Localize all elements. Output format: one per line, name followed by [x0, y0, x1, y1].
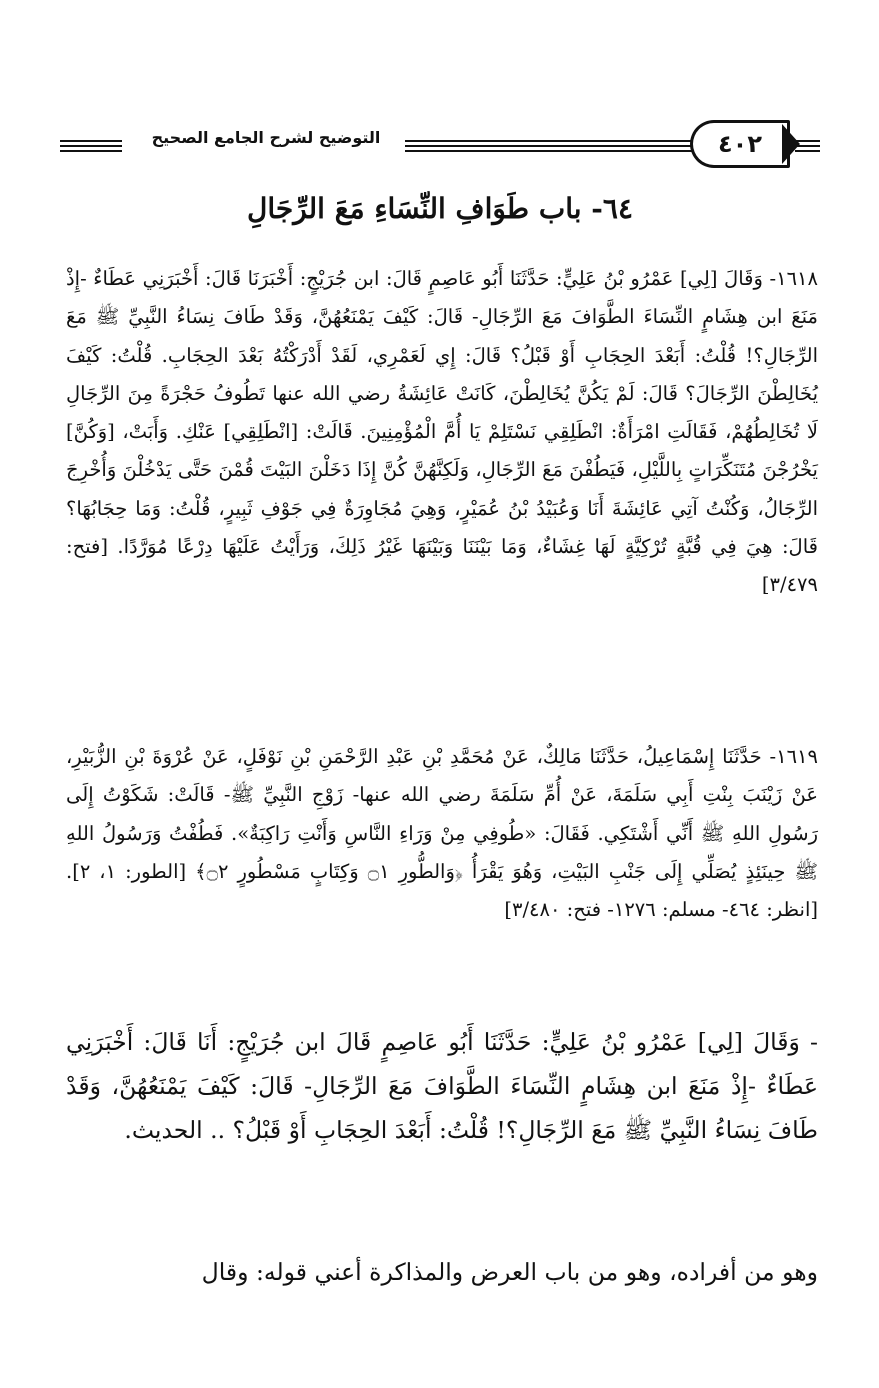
page-number-arrow — [782, 124, 800, 164]
header-rule — [60, 140, 122, 142]
commentary-paragraph: - وَقَالَ [لِي] عَمْرُو بْنُ عَلِيٍّ: حَدَّثَنَا أَبُو عَاصِمٍ قَالَ ابن جُرَيْجٍ: أَنَا قَالَ: أَخْبَرَنِي عَطَاءٌ -إِذْ مَنَعَ ابن هِشَامٍ النِّسَاءَ الطَّوَافَ مَعَ الرِّجَالِ- قَالَ: كَيْفَ يَمْنَعُهُنَّ، وَقَدْ طَافَ نِسَاءُ النَّبِيِّ ﷺ مَعَ الرِّجَالِ؟! قُلْتُ: أَبَعْدَ الحِجَابِ أَوْ قَبْلُ؟ .. الحديث. — [66, 1028, 818, 1144]
page-number-frame — [690, 120, 790, 168]
header-rule — [60, 145, 122, 147]
header-rule — [405, 150, 725, 152]
commentary-paragraph: وهو من أفراده، وهو من باب العرض والمذاكرة أعني قوله: وقال — [201, 1258, 818, 1286]
header-rule — [795, 145, 820, 147]
hadith-1618: ١٦١٨- وَقَالَ [لِي] عَمْرُو بْنُ عَلِيٍّ: حَدَّثَنَا أَبُو عَاصِمٍ قَالَ: ابن جُرَيْجٍ: أَخْبَرَنَا قَالَ: أَخْبَرَنِي عَطَاءٌ -إِذْ مَنَعَ ابن هِشَامٍ النِّسَاءَ الطَّوَافَ مَعَ الرِّجَالِ- قَالَ: كَيْفَ يَمْنَعُهُنَّ، وَقَدْ طَافَ نِسَاءُ النَّبِيِّ ﷺ مَعَ الرِّجَالِ؟! قُلْتُ: أَبَعْدَ الحِجَابِ أَوْ قَبْلُ؟ قَالَ: إِي لَعَمْرِي، لَقَدْ أَدْرَكْتُهُ بَعْدَ الحِجَابِ. قُلْتُ: كَيْفَ يُخَالِطْنَ الرِّجَالَ؟ قَالَ: لَمْ يَكُنَّ يُخَالِطْنَ، كَانَتْ عَائِشَةُ رضي الله عنها تَطُوفُ حَجْرَةً مِنَ الرِّجَالِ لَا تُخَالِطُهُمْ، فَقَالَتِ امْرَأَةٌ: انْطَلِقِي نَسْتَلِمْ يَا أُمَّ الْمُؤْمِنِينَ. قَالَتْ: [انْطَلِقِي] عَنْكِ. وَأَبَتْ، [وَكُنَّ] يَخْرُجْنَ مُتَنَكِّرَاتٍ بِاللَّيْلِ، فَيَطُفْنَ مَعَ الرِّجَالِ، وَلَكِنَّهُنَّ كُنَّ إِذَا دَخَلْنَ البَيْتَ قُمْنَ حَتَّى يَدْخُلْنَ وَأُخْرِجَ الرِّجَالُ، وَكُنْتُ آتِي عَائِشَةَ أَنَا وَعُبَيْدُ بْنُ عُمَيْرٍ، وَهِيَ مُجَاوِرَةٌ فِي جَوْفِ ثَبِيرٍ، قُلْتُ: وَمَا حِجَابُهَا؟ قَالَ: هِيَ فِي قُبَّةٍ تُرْكِيَّةٍ لَهَا غِشَاءٌ، وَمَا بَيْنَنَا وَبَيْنَهَا غَيْرُ ذَلِكَ، وَرَأَيْتُ عَلَيْهَا دِرْعًا مُوَرَّدًا. [فتح: ٣/٤٧٩] — [66, 267, 818, 597]
page-number: ٤٠٢ — [718, 130, 762, 158]
hadith-1619: ١٦١٩- حَدَّثَنَا إِسْمَاعِيلُ، حَدَّثَنَا مَالِكٌ، عَنْ مُحَمَّدِ بْنِ عَبْدِ الرَّحْمَنِ بْنِ نَوْفَلٍ، عَنْ عُرْوَةَ بْنِ الزُّبَيْرِ، عَنْ زَيْنَبَ بِنْتِ أَبِي سَلَمَةَ، عَنْ أُمِّ سَلَمَةَ رضي الله عنها- زَوْجِ النَّبِيِّ ﷺ- قَالَتْ: شَكَوْتُ إِلَى رَسُولِ اللهِ ﷺ أَنِّي أَشْتَكِي. فَقَالَ: «طُوفِي مِنْ وَرَاءِ النَّاسِ وَأَنْتِ رَاكِبَةٌ». فَطُفْتُ وَرَسُولُ اللهِ ﷺ حِينَئِذٍ يُصَلِّي إِلَى جَنْبِ البَيْتِ، وَهُوَ يَقْرَأُ ﴿وَالطُّورِ ۝١ وَكِتَابٍ مَسْطُورٍ ۝٢﴾ [الطور: ١، ٢]. [انظر: ٤٦٤- مسلم: ١٢٧٦- فتح: ٣/٤٨٠] — [66, 745, 818, 922]
header-rule — [795, 140, 820, 142]
header-rule — [405, 140, 725, 142]
running-title: التوضيح لشرح الجامع الصحيح — [151, 128, 381, 147]
chapter-heading: ٦٤- باب طَوَافِ النِّسَاءِ مَعَ الرِّجَالِ — [247, 192, 633, 225]
header-rule — [405, 145, 725, 147]
page-header — [60, 118, 820, 174]
header-rule — [795, 150, 820, 152]
header-rule — [60, 150, 122, 152]
